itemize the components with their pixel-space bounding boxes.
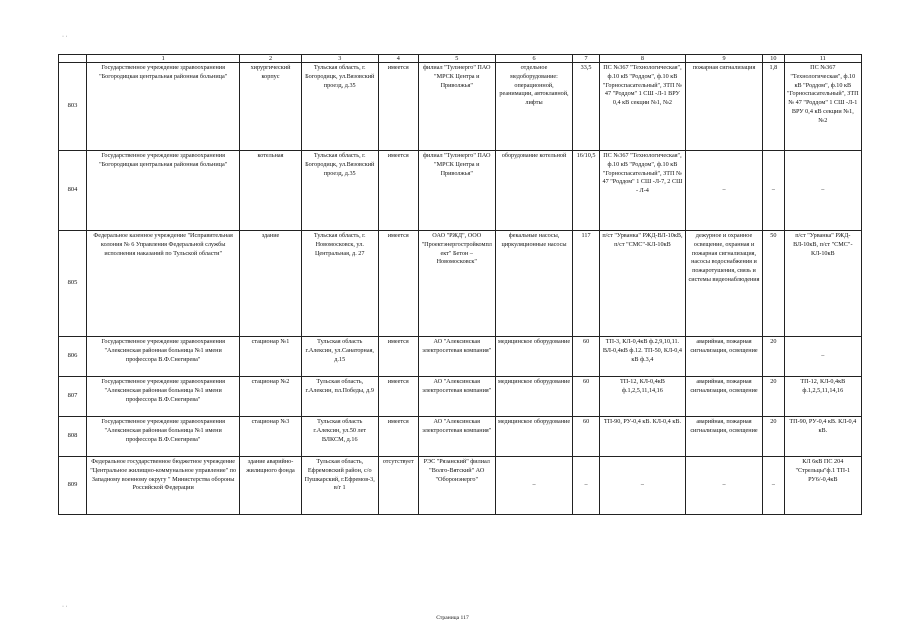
scan-mark: · ·: [62, 34, 68, 40]
organization-cell: Государственное учреждение здравоохранения "Алексинская районная больница №1 имени профессора В.Ф.Снегирева": [86, 377, 240, 417]
header-cell: 4: [378, 55, 418, 63]
backup-consumers-cell: аварийная, пожарная сигнализация, освещение: [685, 337, 762, 377]
address-cell: Тульская область, г. Богородицк, ул.Вязовский проезд, д.35: [301, 63, 378, 151]
backup-consumers-cell: аварийная, пожарная сигнализация, освещение: [685, 417, 762, 457]
power-source-cell: ПС №367 "Технологическая", ф.10 кВ "Роддом", ф.10 кВ "Горноспасательный", ЗТП № 47 "Роддом" 1 СШ -Л-7, 2 СШ - Л-4: [599, 151, 685, 231]
backup-source-cell: КЛ 6кВ ПС 204 "Стрельцы"ф.1 ТП-1 РУ6/-0,4кВ: [784, 457, 861, 515]
backup-source-cell: п/ст "Урванка" РЖД-ВЛ-10кВ, п/ст "СМС"-КЛ-10кВ: [784, 231, 861, 337]
header-cell: 11: [784, 55, 861, 63]
supplier-cell: филиал "Тулэнерго" ПАО "МРСК Центра и Приволжья": [418, 63, 495, 151]
equipment-cell: оборудование котельной: [495, 151, 572, 231]
status-cell: имеется: [378, 337, 418, 377]
scan-mark: · ·: [62, 604, 68, 610]
backup-consumers-cell: пожарная сигнализация: [685, 63, 762, 151]
equipment-cell: фекальные насосы, циркуляционные насосы: [495, 231, 572, 337]
address-cell: Тульская область г.Алексин, ул.Санаторная, д.15: [301, 337, 378, 377]
supplier-cell: АО "Алексинская электросетевая компания": [418, 377, 495, 417]
row-number: 807: [59, 377, 87, 417]
equipment-cell: медицинское оборудование: [495, 417, 572, 457]
supplier-cell: РЭС "Рязанский" филиал "Волго-Вятский" АО "Оборонэнерго": [418, 457, 495, 515]
row-number: 803: [59, 63, 87, 151]
supplier-cell: филиал "Тулэнерго" ПАО "МРСК Центра и Приволжья": [418, 151, 495, 231]
table-row: [59, 377, 862, 417]
header-cell: 10: [763, 55, 784, 63]
organization-cell: Государственное учреждение здравоохранения "Алексинская районная больница №1 имени профессора В.Ф.Снегирева": [86, 337, 240, 377]
backup-power-cell: 1,8: [763, 63, 784, 151]
table-row: [59, 457, 862, 515]
header-cell: 9: [685, 55, 762, 63]
header-cell: 8: [599, 55, 685, 63]
power-source-cell: п/ст "Урванка" РЖД-ВЛ-10кВ, п/ст "СМС"-КЛ-10кВ: [599, 231, 685, 337]
equipment-cell: –: [495, 457, 572, 515]
header-cell: 6: [495, 55, 572, 63]
power-cell: –: [573, 457, 600, 515]
row-number: 808: [59, 417, 87, 457]
header-row: [59, 55, 862, 63]
object-cell: хирургический корпус: [240, 63, 301, 151]
supplier-cell: АО "Алексинская электросетевая компания": [418, 417, 495, 457]
power-cell: 60: [573, 337, 600, 377]
backup-source-cell: –: [784, 337, 861, 377]
organization-cell: Государственное учреждение здравоохранения "Богородицкая центральная районная больница": [86, 63, 240, 151]
table-row: [59, 337, 862, 377]
power-source-cell: –: [599, 457, 685, 515]
row-number: 806: [59, 337, 87, 377]
backup-power-cell: 50: [763, 231, 784, 337]
address-cell: Тульская область, Ефремовский район, с/о Пушкарский, г.Ефремов-3, в/г 1: [301, 457, 378, 515]
power-source-cell: ТП-3, КЛ-0,4кВ ф.2,9,10,11. ВЛ-0,4кВ ф.12. ТП-50, КЛ-0,4 кВ ф.3,4: [599, 337, 685, 377]
object-cell: стационар №2: [240, 377, 301, 417]
backup-power-cell: –: [763, 457, 784, 515]
organization-cell: Государственное учреждение здравоохранения "Алексинская районная больница №1 имени профессора В.Ф.Снегирева": [86, 417, 240, 457]
status-cell: имеется: [378, 417, 418, 457]
row-number: 804: [59, 151, 87, 231]
power-cell: 33,5: [573, 63, 600, 151]
organization-cell: Федеральное государственное бюджетное учреждение "Центральное жилищно-коммунальное управление" по Западному военному округу " Министерства обороны Российской Федерации: [86, 457, 240, 515]
backup-source-cell: –: [784, 151, 861, 231]
header-cell: [59, 55, 87, 63]
organization-cell: Федеральное казенное учреждение "Исправительная колония № 6 Управления Федеральной службы исполнения наказаний по Тульской области": [86, 231, 240, 337]
power-source-cell: ТП-12, КЛ-0,4кВ ф.1,2,5,11,14,16: [599, 377, 685, 417]
status-cell: имеется: [378, 63, 418, 151]
status-cell: имеется: [378, 231, 418, 337]
page-number: Страница 117: [436, 615, 469, 621]
status-cell: имеется: [378, 151, 418, 231]
supplier-cell: АО "Алексинская электросетевая компания": [418, 337, 495, 377]
header-cell: 1: [86, 55, 240, 63]
equipment-cell: отдельное медоборудование: операционной, реанимации, автоклавной, лифты: [495, 63, 572, 151]
table-row: [59, 231, 862, 337]
backup-source-cell: ПС №367 "Технологическая", ф.10 кВ "Роддом", ф.10 кВ "Горноспасательный", ЗТП № 47 "Роддом" 1 СШ -Л-1 ВРУ 0,4 кВ секции №1, №2: [784, 63, 861, 151]
object-cell: здание: [240, 231, 301, 337]
equipment-cell: медицинское оборудование: [495, 377, 572, 417]
status-cell: имеется: [378, 377, 418, 417]
row-number: 809: [59, 457, 87, 515]
address-cell: Тульская область, г.Алексин, пл.Победы, д.9: [301, 377, 378, 417]
object-cell: здание аварийно-жилищного фонда: [240, 457, 301, 515]
address-cell: Тульская область, г. Новомосковск, ул. Центральная, д. 27: [301, 231, 378, 337]
row-number: 805: [59, 231, 87, 337]
object-cell: стационар №1: [240, 337, 301, 377]
organization-cell: Государственное учреждение здравоохранения "Богородицкая центральная районная больница": [86, 151, 240, 231]
table-body: [59, 55, 862, 515]
header-cell: 3: [301, 55, 378, 63]
backup-power-cell: 20: [763, 377, 784, 417]
address-cell: Тульская область г.Алексин, ул.50 лет ВЛКСМ, д.16: [301, 417, 378, 457]
table-row: [59, 63, 862, 151]
table-row: [59, 417, 862, 457]
backup-consumers-cell: дежурное и охранное освещение, охранная и пожарная сигнализация, насосы водоснабжения и пожаротушения, связь и системы видеонаблюдения: [685, 231, 762, 337]
header-cell: 5: [418, 55, 495, 63]
backup-source-cell: ТП-90, РУ-0,4 кВ. КЛ-0,4 кВ.: [784, 417, 861, 457]
equipment-cell: медицинское оборудование: [495, 337, 572, 377]
power-cell: 60: [573, 417, 600, 457]
backup-power-cell: 20: [763, 337, 784, 377]
power-cell: 117: [573, 231, 600, 337]
power-source-cell: ТП-90, РУ-0,4 кВ. КЛ-0,4 кВ.: [599, 417, 685, 457]
supplier-cell: ОАО "РЖД", ООО "Проектэнергостройкомплект" Бетон – Новомосковск": [418, 231, 495, 337]
address-cell: Тульская область, г. Богородицк, ул.Вязовский проезд, д.35: [301, 151, 378, 231]
object-cell: котельная: [240, 151, 301, 231]
backup-consumers-cell: –: [685, 151, 762, 231]
backup-consumers-cell: –: [685, 457, 762, 515]
power-cell: 16/10,5: [573, 151, 600, 231]
backup-consumers-cell: аварийная, пожарная сигнализация, освещение: [685, 377, 762, 417]
backup-power-cell: –: [763, 151, 784, 231]
object-cell: стационар №3: [240, 417, 301, 457]
backup-power-cell: 20: [763, 417, 784, 457]
power-source-cell: ПС №367 "Технологическая", ф.10 кВ "Роддом", ф.10 кВ "Горноспасательный", ЗТП № 47 "Роддом" 1 СШ -Л-1 ВРУ 0,4 кВ секции №1, №2: [599, 63, 685, 151]
status-cell: отсутствует: [378, 457, 418, 515]
header-cell: 7: [573, 55, 600, 63]
table-row: [59, 151, 862, 231]
backup-source-cell: ТП-12, КЛ-0,4кВ ф.1,2,5,11,14,16: [784, 377, 861, 417]
registry-table: [58, 54, 862, 515]
power-cell: 60: [573, 377, 600, 417]
header-cell: 2: [240, 55, 301, 63]
